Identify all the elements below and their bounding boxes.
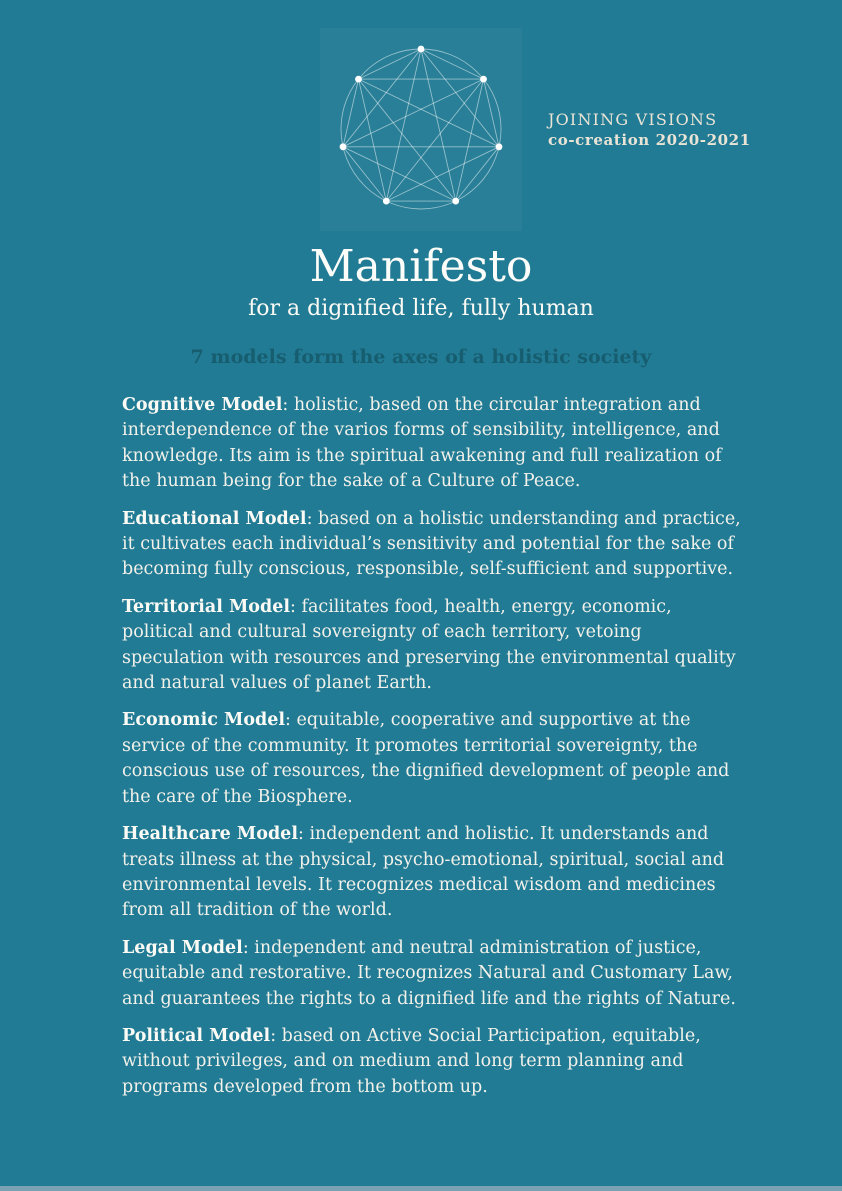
footer-bar — [0, 1186, 842, 1191]
model-text: independent and neutral administration of justice, equitable and restorative. It recognizes Natural and Customary Law, and guarantees the rights to a dignified life and the rights of Nature. — [122, 937, 736, 1009]
model-text: based on Active Social Participation, equitable, without privileges, and on medium and long term planning and programs developed from the bottom up. — [122, 1025, 701, 1097]
seven-node-network-circle-icon — [320, 28, 522, 231]
model-text: facilitates food, health, energy, economic, political and cultural sovereignty of each territory, vetoing speculation with resources and preserving the environmental quality and natural values of planet Earth. — [122, 596, 736, 694]
model-paragraph-healthcare — [122, 822, 744, 924]
colon-separator: : — [285, 710, 297, 731]
model-label: Cognitive Model — [122, 395, 283, 415]
model-paragraph-economic — [122, 708, 744, 810]
model-text: equitable, cooperative and supportive at the service of the community. It promotes territorial sovereignty, the conscious use of resources, the dignified development of people and the care of the Biosphere. — [122, 710, 730, 807]
colon-separator: : — [297, 824, 310, 845]
org-tagline: co-creation 2020-2021 — [548, 131, 751, 149]
model-text: holistic, based on the circular integration and interdependence of the varios forms of sensibility, intelligence, and knowledge. Its aim is the spiritual awakening and full realization of the human being for the sake of a Culture of Peace. — [122, 395, 722, 492]
page-title: Manifesto — [309, 241, 533, 292]
colon-separator: : — [306, 508, 319, 529]
model-label: Political Model — [122, 1025, 271, 1046]
model-label: Healthcare Model — [122, 824, 298, 845]
model-paragraph-territorial — [122, 595, 744, 697]
section-heading: 7 models form the axes of a holistic society — [190, 346, 652, 368]
page-subtitle: for a dignified life, fully human — [248, 296, 594, 321]
model-paragraph-political — [122, 1024, 744, 1100]
colon-separator: : — [290, 596, 302, 617]
model-label: Educational Model — [122, 508, 307, 529]
model-paragraph-legal — [122, 936, 744, 1012]
logo — [320, 28, 522, 231]
models-list — [122, 393, 744, 1112]
model-label: Economic Model — [122, 710, 286, 731]
model-text: based on a holistic understanding and practice, it cultivates each individual’s sensitivity and potential for the sake of becoming fully conscious, responsible, self-sufficient and supportive. — [122, 508, 741, 580]
model-text: independent and holistic. It understands and treats illness at the physical, psycho-emotional, spiritual, social and environmental levels. It recognizes medical wisdom and medicines from all tradition of the world. — [122, 824, 725, 921]
colon-separator: : — [270, 1025, 282, 1046]
model-paragraph-cognitive — [122, 393, 744, 495]
org-name: JOINING VISIONS — [548, 110, 718, 129]
colon-separator: : — [282, 395, 294, 415]
model-label: Legal Model — [122, 937, 243, 958]
model-paragraph-educational — [122, 507, 744, 583]
colon-separator: : — [242, 937, 255, 958]
model-label: Territorial Model — [122, 596, 291, 617]
org-text-block — [548, 110, 751, 150]
